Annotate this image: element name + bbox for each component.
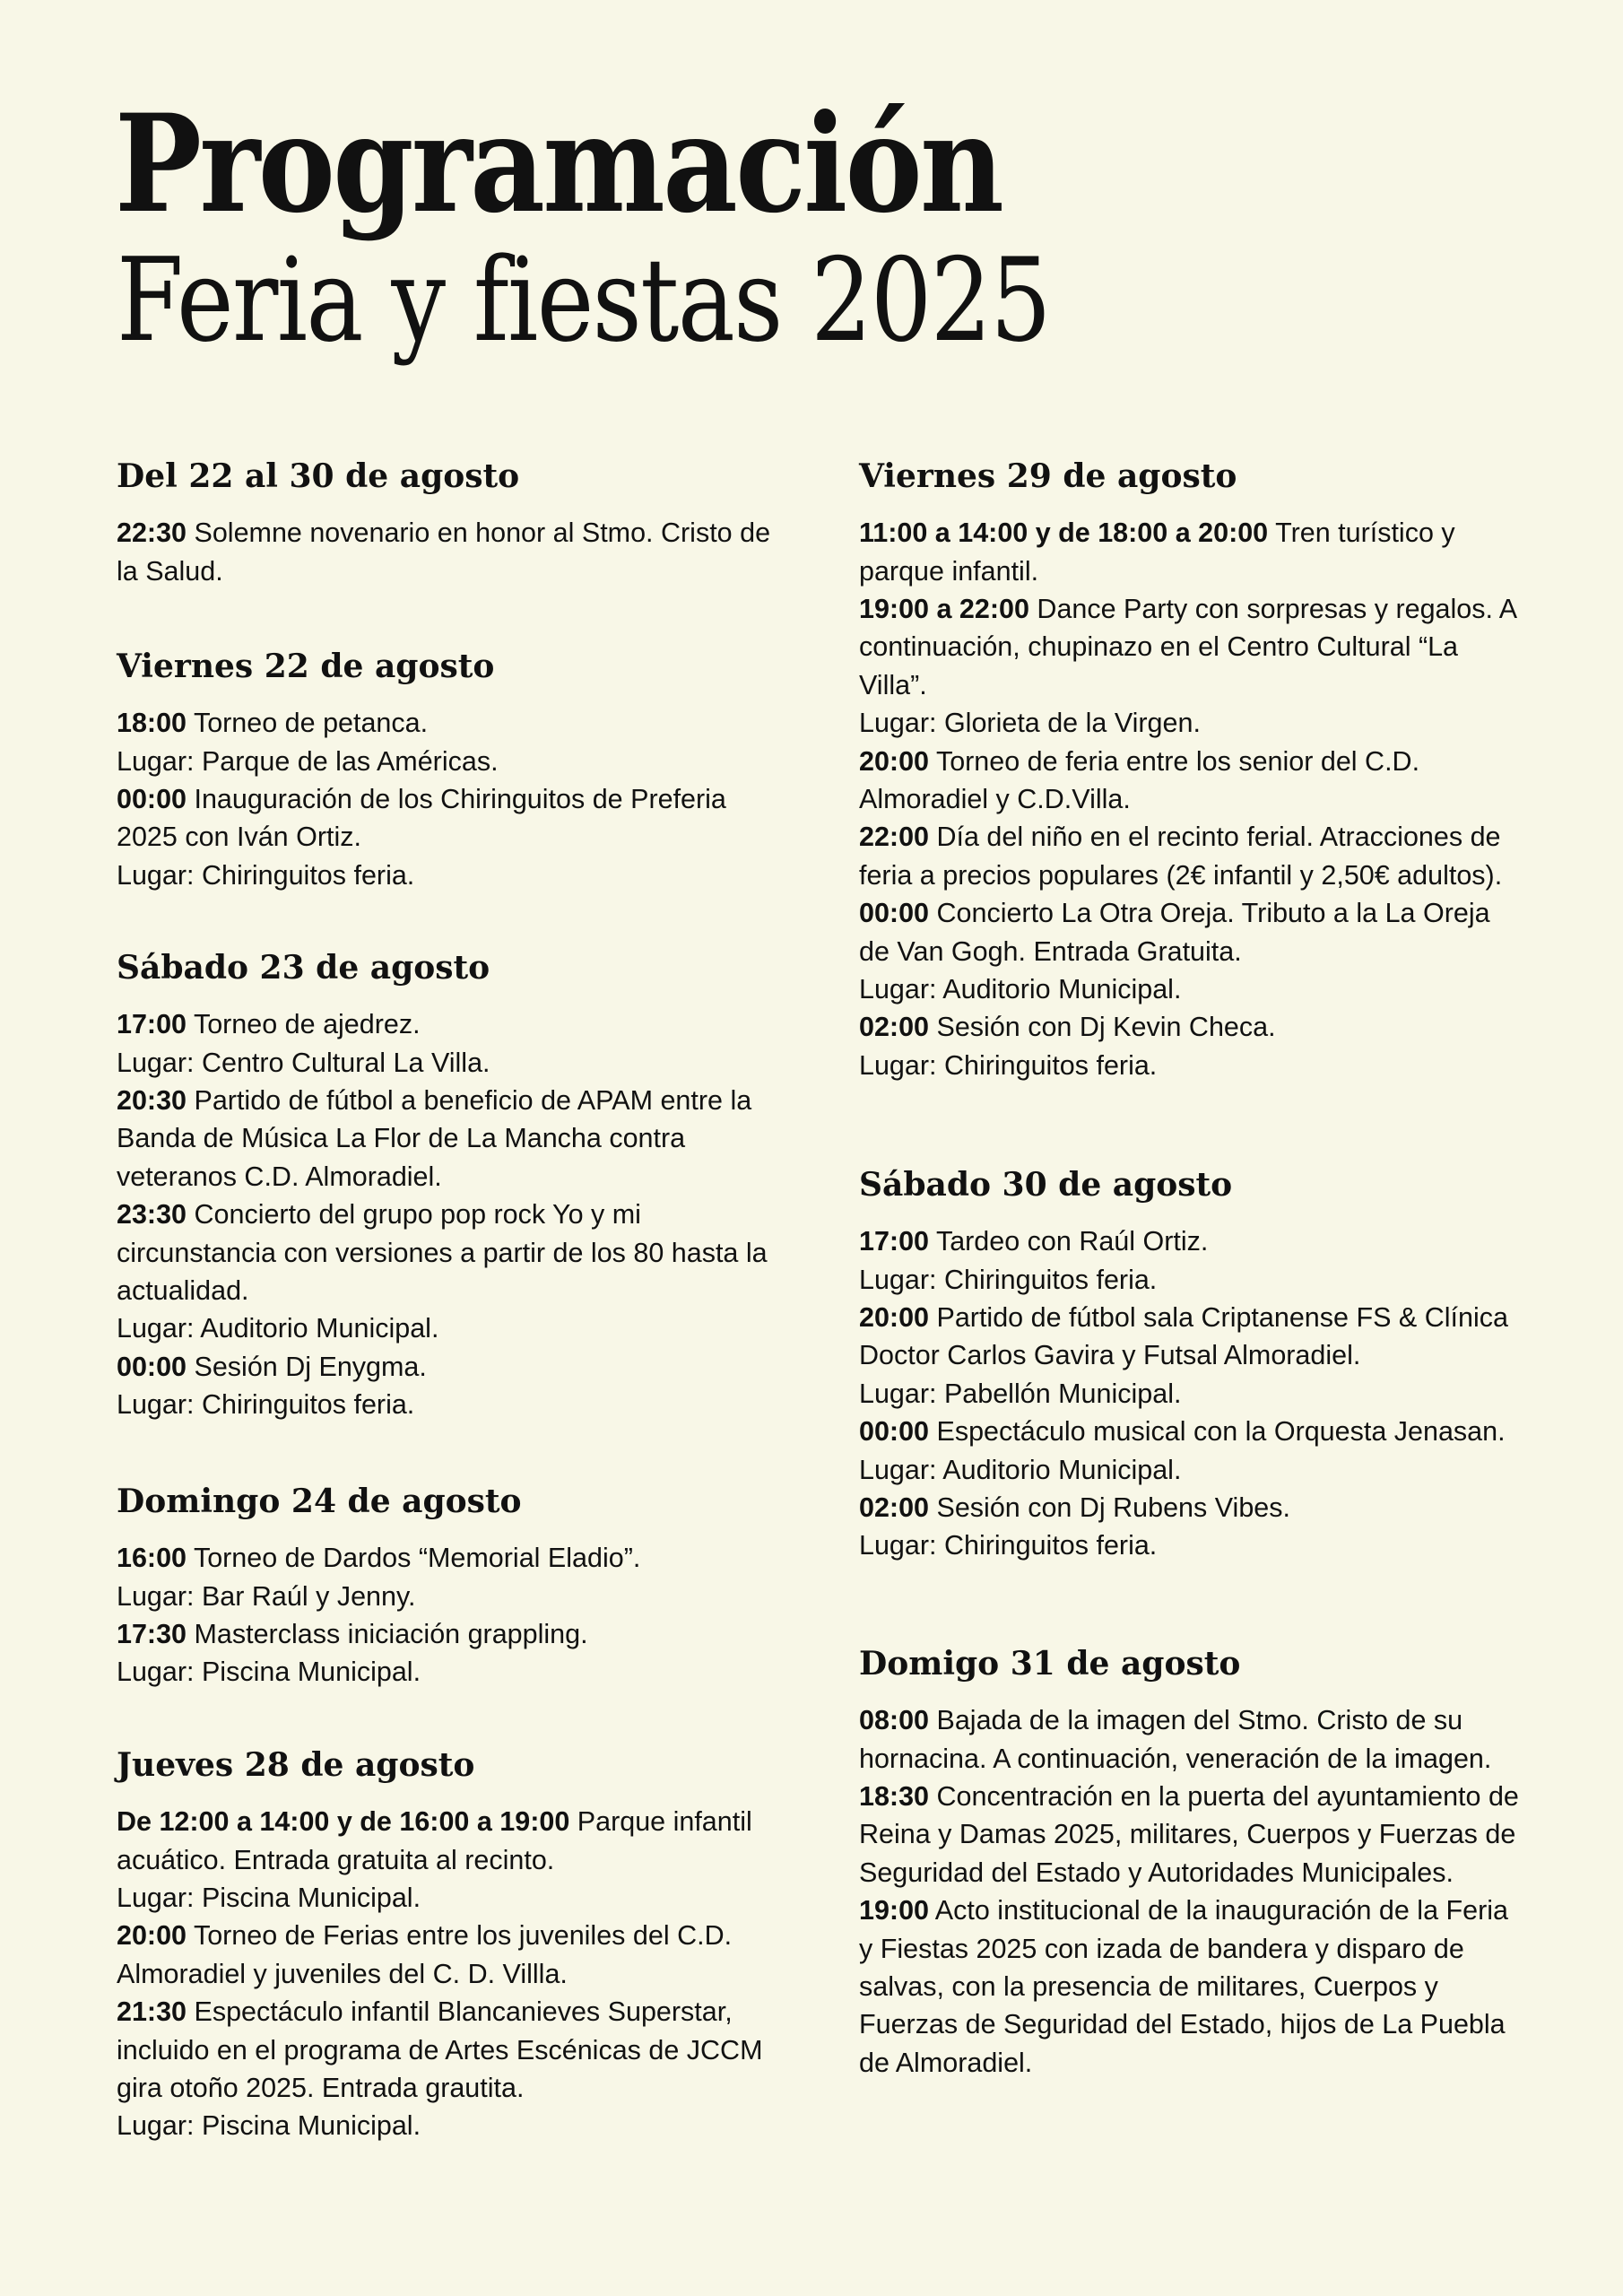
venue-line bbox=[859, 1261, 1523, 1299]
venue-line bbox=[117, 1578, 780, 1615]
event-text: Espectáculo musical con la Orquesta Jenasan. bbox=[929, 1416, 1506, 1448]
section-domingo-31 bbox=[859, 1645, 1523, 2082]
section-heading: Sábado 23 de agosto bbox=[117, 949, 490, 987]
section-heading: Del 22 al 30 de agosto bbox=[117, 457, 520, 495]
venue-line bbox=[117, 1309, 780, 1347]
event-line bbox=[859, 1489, 1523, 1526]
page-subtitle: Feria y fiestas 2025 bbox=[117, 234, 1051, 368]
event-text: Lugar: Chiringuitos feria. bbox=[117, 859, 415, 891]
event-text: Lugar: Auditorio Municipal. bbox=[859, 1454, 1182, 1485]
event-line bbox=[117, 1993, 780, 2107]
section-domingo-24 bbox=[117, 1483, 780, 1692]
section-sabado-23 bbox=[117, 949, 780, 1424]
event-line bbox=[859, 590, 1523, 704]
event-text: Masterclass iniciación grappling. bbox=[187, 1619, 588, 1649]
venue-line bbox=[117, 1386, 780, 1423]
event-text: Inauguración de los Chiringuitos de Preferia 2025 con Iván Ortiz. bbox=[117, 784, 726, 853]
event-text: Lugar: Glorieta de la Virgen. bbox=[859, 708, 1201, 739]
event-text: Parque infantil acuático. Entrada gratuita al recinto. bbox=[117, 1806, 752, 1875]
event-text: Lugar: Chiringuitos feria. bbox=[117, 1389, 415, 1421]
section-heading: Domigo 31 de agosto bbox=[859, 1645, 1241, 1683]
event-line bbox=[859, 514, 1523, 590]
event-text: Torneo de Dardos “Memorial Eladio”. bbox=[187, 1543, 641, 1574]
event-time: 02:00 bbox=[859, 1492, 930, 1524]
event-text: Sesión con Dj Kevin Checa. bbox=[929, 1012, 1276, 1043]
event-text: Bajada de la imagen del Stmo. Cristo de su hornacina. A continuación, veneración de la imagen. bbox=[859, 1705, 1492, 1774]
event-text: Tren turístico y parque infantil. bbox=[859, 517, 1455, 587]
event-time: 00:00 bbox=[859, 1416, 930, 1448]
section-heading: Sábado 30 de agosto bbox=[859, 1166, 1233, 1204]
event-text: Concierto La Otra Oreja. Tributo a la La Oreja de Van Gogh. Entrada Gratuita. bbox=[859, 898, 1490, 967]
venue-line bbox=[859, 1375, 1523, 1413]
event-line bbox=[859, 1892, 1523, 2082]
event-text: Partido de fútbol a beneficio de APAM entre la Banda de Música La Flor de La Mancha contra veteranos C.D. Almoradiel. bbox=[117, 1085, 752, 1192]
event-text: Sesión con Dj Rubens Vibes. bbox=[929, 1492, 1290, 1524]
event-line bbox=[859, 1008, 1523, 1046]
event-text: Lugar: Parque de las Américas. bbox=[117, 745, 499, 777]
venue-line bbox=[859, 1451, 1523, 1489]
event-line bbox=[117, 1917, 780, 1993]
event-line bbox=[117, 780, 780, 857]
section-heading: Jueves 28 de agosto bbox=[117, 1746, 475, 1784]
event-time: 16:00 bbox=[117, 1543, 187, 1574]
event-line bbox=[859, 818, 1523, 894]
event-text: Torneo de feria entre los senior del C.D. Almoradiel y C.D.Villa. bbox=[859, 745, 1420, 815]
event-text: Lugar: Piscina Municipal. bbox=[117, 1657, 421, 1688]
venue-line bbox=[859, 970, 1523, 1008]
event-text: Concentración en la puerta del ayuntamiento de Reina y Damas 2025, militares, Cuerpos y Fuerzas de Seguridad del Estado y Autoridades Municipales. bbox=[859, 1781, 1519, 1888]
venue-line bbox=[117, 1653, 780, 1691]
venue-line bbox=[859, 704, 1523, 742]
event-time: 18:30 bbox=[859, 1781, 930, 1812]
venue-line bbox=[117, 2107, 780, 2144]
event-text: Día del niño en el recinto ferial. Atracciones de feria a precios populares (2€ infantil y 2,50€ adultos). bbox=[859, 822, 1503, 891]
event-text: Espectáculo infantil Blancanieves Superstar, incluido en el programa de Artes Escénicas de JCCM gira otoño 2025. Entrada grautita. bbox=[117, 1996, 763, 2104]
event-line bbox=[859, 1701, 1523, 1778]
event-line bbox=[117, 1539, 780, 1577]
event-line bbox=[859, 1778, 1523, 1892]
venue-line bbox=[117, 1044, 780, 1082]
event-text: Concierto del grupo pop rock Yo y mi circunstancia con versiones a partir de los 80 hasta la actualidad. bbox=[117, 1199, 768, 1307]
event-time: 19:00 a 22:00 bbox=[859, 594, 1029, 624]
event-time: 00:00 bbox=[859, 898, 930, 929]
event-time: 02:00 bbox=[859, 1012, 930, 1043]
event-time: 00:00 bbox=[117, 1351, 187, 1382]
event-time: 22:00 bbox=[859, 822, 930, 853]
event-line bbox=[859, 1222, 1523, 1260]
section-del-22-al-30 bbox=[117, 457, 780, 590]
venue-line bbox=[117, 743, 780, 780]
event-time: 17:00 bbox=[859, 1226, 930, 1257]
venue-line bbox=[117, 1879, 780, 1917]
event-text: Solemne novenario en honor al Stmo. Cristo de la Salud. bbox=[117, 517, 771, 587]
event-time: 20:00 bbox=[859, 745, 930, 777]
event-time: 23:30 bbox=[117, 1199, 187, 1231]
section-heading: Viernes 29 de agosto bbox=[859, 457, 1237, 495]
event-line bbox=[859, 1413, 1523, 1450]
event-text: Tardeo con Raúl Ortiz. bbox=[929, 1226, 1209, 1257]
venue-line bbox=[859, 1047, 1523, 1084]
event-time: 17:00 bbox=[117, 1009, 187, 1040]
section-heading: Viernes 22 de agosto bbox=[117, 648, 495, 685]
event-line bbox=[117, 1005, 780, 1043]
event-line bbox=[117, 704, 780, 742]
section-viernes-22 bbox=[117, 648, 780, 894]
event-line bbox=[117, 1615, 780, 1653]
event-time: De 12:00 a 14:00 y de 16:00 a 19:00 bbox=[117, 1806, 570, 1838]
event-line bbox=[117, 1348, 780, 1386]
event-text: Lugar: Bar Raúl y Jenny. bbox=[117, 1580, 416, 1612]
event-time: 20:00 bbox=[117, 1920, 187, 1952]
event-time: 19:00 bbox=[859, 1895, 930, 1926]
event-line bbox=[117, 1082, 780, 1196]
section-sabado-30 bbox=[859, 1166, 1523, 1565]
event-time: 20:00 bbox=[859, 1302, 930, 1333]
section-heading: Domingo 24 de agosto bbox=[117, 1483, 522, 1520]
event-text: Torneo de ajedrez. bbox=[187, 1009, 421, 1040]
event-text: Acto institucional de la inauguración de la Feria y Fiestas 2025 con izada de bandera y disparo de salvas, con la presencia de militares, Cuerpos y Fuerzas de Seguridad del Estado, hijos de La Puebla de Almoradiel. bbox=[859, 1895, 1508, 2078]
event-time: 18:00 bbox=[117, 708, 187, 739]
event-line bbox=[859, 743, 1523, 819]
event-time: 00:00 bbox=[117, 784, 187, 814]
event-text: Lugar: Piscina Municipal. bbox=[117, 2110, 421, 2142]
venue-line bbox=[117, 857, 780, 894]
event-time: 21:30 bbox=[117, 1996, 187, 2028]
event-text: Partido de fútbol sala Criptanense FS & Clínica Doctor Carlos Gavira y Futsal Almoradiel. bbox=[859, 1302, 1508, 1371]
event-time: 11:00 a 14:00 y de 18:00 a 20:00 bbox=[859, 517, 1269, 549]
event-time: 22:30 bbox=[117, 517, 187, 549]
page-title: Programación bbox=[115, 85, 1002, 243]
event-text: Sesión Dj Enygma. bbox=[187, 1351, 427, 1382]
event-text: Lugar: Chiringuitos feria. bbox=[859, 1530, 1158, 1561]
event-text: Lugar: Pabellón Municipal. bbox=[859, 1378, 1182, 1409]
event-time: 17:30 bbox=[117, 1619, 187, 1649]
venue-line bbox=[859, 1526, 1523, 1564]
event-text: Torneo de petanca. bbox=[187, 708, 429, 739]
event-line bbox=[117, 514, 780, 590]
event-text: Lugar: Auditorio Municipal. bbox=[859, 974, 1182, 1005]
event-line bbox=[859, 894, 1523, 970]
event-text: Lugar: Piscina Municipal. bbox=[117, 1883, 421, 1913]
event-line bbox=[117, 1803, 780, 1879]
section-viernes-29 bbox=[859, 457, 1523, 1084]
event-text: Dance Party con sorpresas y regalos. A continuación, chupinazo en el Centro Cultural “La Villa”. bbox=[859, 594, 1516, 700]
event-text: Lugar: Centro Cultural La Villa. bbox=[117, 1047, 490, 1078]
section-jueves-28 bbox=[117, 1746, 780, 2145]
event-text: Lugar: Chiringuitos feria. bbox=[859, 1049, 1158, 1081]
event-line bbox=[859, 1299, 1523, 1375]
event-text: Torneo de Ferias entre los juveniles del C.D. Almoradiel y juveniles del C. D. Villla. bbox=[117, 1920, 733, 1989]
event-time: 20:30 bbox=[117, 1085, 187, 1116]
event-line bbox=[117, 1196, 780, 1309]
event-text: Lugar: Auditorio Municipal. bbox=[117, 1313, 439, 1344]
event-text: Lugar: Chiringuitos feria. bbox=[859, 1264, 1158, 1295]
event-time: 08:00 bbox=[859, 1705, 930, 1736]
